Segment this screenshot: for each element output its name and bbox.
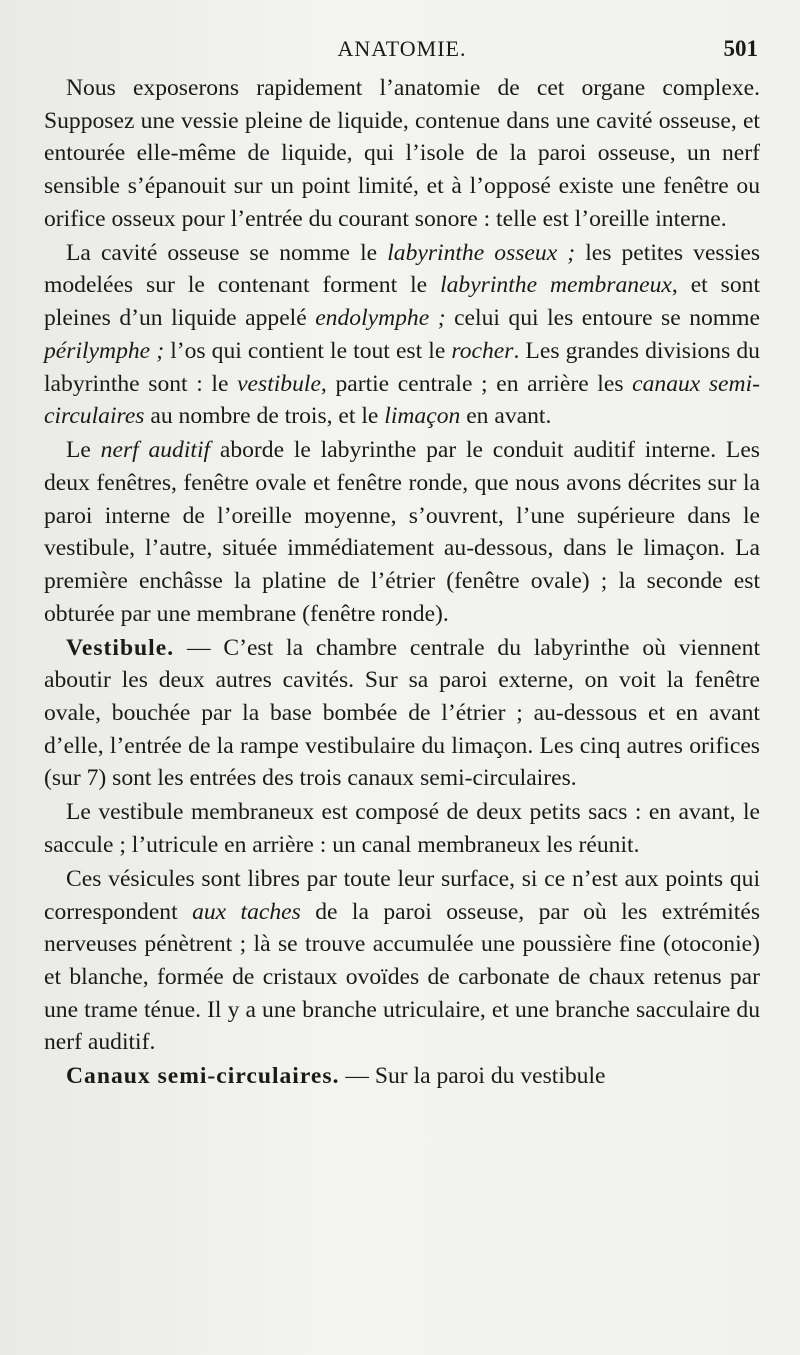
italic-term: vestibule <box>237 370 321 397</box>
text-run: aborde le labyrinthe par le conduit auditif interne. Les deux fenêtres, fenêtre ovale et fenêtre ronde, que nous avons décrites sur la paroi interne de l’oreille moyenne, s’ouvrent, l’une supérieure dans le vestibule, l’autre, située immédiatement au-dessous, dans le limaçon. La première enchâsse la platine de l’étrier (fenêtre ovale) ; la seconde est obturée par une membrane (fenêtre ronde). <box>44 437 760 627</box>
section-heading: Vestibule. <box>66 634 175 661</box>
paragraph <box>44 632 760 796</box>
text-run: Nous exposerons rapidement l’anatomie de cet organe complexe. Supposez une vessie pleine de liquide, contenue dans une cavité osseuse, et entourée elle-même de liquide, qui l’isole de la paroi osseuse, un nerf sensible s’épanouit sur un point limité, et à l’opposé existe une fenêtre ou orifice osseux pour l’entrée du courant sonore : telle est l’oreille interne. <box>44 75 760 232</box>
text-run: Le vestibule membraneux est composé de deux petits sacs : en avant, le saccule ; l’utricule en arrière : un canal membraneux les réunit. <box>44 799 760 858</box>
italic-term: endolymphe ; <box>315 305 446 332</box>
text-run: Ces vésicules sont libres par toute leur surface, si ce n’est aux points qui correspondent <box>44 865 760 925</box>
text-run: , partie centrale ; en arrière les <box>320 370 633 397</box>
italic-term: rocher <box>451 337 514 364</box>
text-run: Le <box>66 437 101 464</box>
paragraph <box>44 434 760 630</box>
paragraph <box>44 796 760 861</box>
running-head <box>44 28 760 72</box>
text-run: . Les grandes divisions du labyrinthe sont : le <box>44 337 760 397</box>
text-run: La cavité osseuse se nomme le <box>66 239 388 266</box>
section-heading: Canaux semi-circulaires. <box>66 1063 340 1090</box>
italic-term: limaçon <box>384 403 461 430</box>
text-run: — Sur la paroi du vestibule <box>339 1063 606 1090</box>
running-title: ANATOMIE. <box>337 36 467 61</box>
text-run: de la paroi osseuse, par où les extrémités nerveuses pénètrent ; là se trouve accumulée une poussière fine (otoconie) et blanche, formée de cristaux ovoïdes de carbonate de chaux retenus par une trame ténue. Il y a une branche utriculaire, et une branche sacculaire du nerf auditif. <box>44 898 761 1056</box>
paragraph <box>44 1060 760 1093</box>
body-text <box>44 72 760 1093</box>
text-run: au nombre de trois, et le <box>144 403 385 430</box>
italic-term: aux taches <box>192 898 301 925</box>
italic-term: canaux semi-circulaires <box>44 370 760 430</box>
text-run: en avant. <box>460 403 552 430</box>
text-run: — C’est la chambre centrale du labyrinthe où viennent aboutir les deux autres cavités. Sur sa paroi externe, on voit la fenêtre ovale, bouchée par la base bombée de l’étrier ; au-dessous et en avant d’elle, l’entrée de la rampe vestibulaire du limaçon. Les cinq autres orifices (sur 7) sont les entrées des trois canaux semi-circulaires. <box>44 634 760 792</box>
paragraph <box>44 237 760 433</box>
italic-term: labyrinthe membraneux <box>440 272 672 299</box>
paragraph <box>44 72 760 236</box>
page-number: 501 <box>723 36 758 61</box>
text-run: , et sont pleines d’un liquide appelé <box>44 272 761 332</box>
italic-term: nerf auditif <box>100 437 211 464</box>
text-run: celui qui les entoure se nomme <box>445 305 760 332</box>
italic-term: périlymphe ; <box>44 337 165 364</box>
text-run: les petites vessies modelées sur le contenant forment le <box>44 239 760 299</box>
paragraph <box>44 863 760 1059</box>
text-run: l’os qui contient le tout est le <box>164 337 452 364</box>
italic-term: labyrinthe osseux ; <box>387 239 576 266</box>
